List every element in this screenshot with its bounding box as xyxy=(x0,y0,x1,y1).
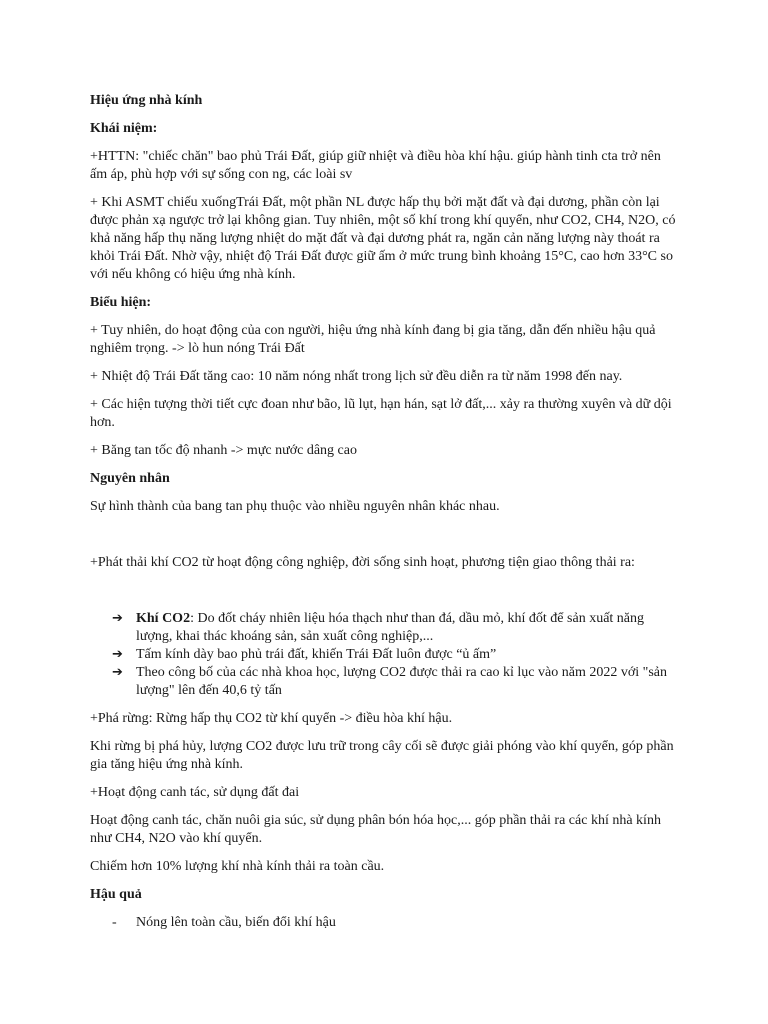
list-item xyxy=(112,914,678,932)
paragraph-signs-1: + Tuy nhiên, do hoạt động của con người, hiệu ứng nhà kính đang bị gia tăng, dẫn đến nhiều hậu quả nghiêm trọng. -> lò hun nóng Trái Đất xyxy=(90,323,656,356)
paragraph-concept-1: +HTTN: "chiếc chăn" bao phủ Trái Đất, giúp giữ nhiệt và điều hòa khí hậu. giúp hành tinh cta trở nên ấm áp, phù hợp với sự sống con ng, các loài sv xyxy=(90,149,661,182)
bullet-text: Tấm kính dày bao phủ trái đất, khiến Trái Đất luôn được “ủ ấm” xyxy=(136,647,497,662)
paragraph-signs-4: + Băng tan tốc độ nhanh -> mực nước dâng cao xyxy=(90,443,357,458)
paragraph-deforestation-detail: Khi rừng bị phá hủy, lượng CO2 được lưu trữ trong cây cối sẽ được giải phóng vào khí quyển, góp phần gia tăng hiệu ứng nhà kính. xyxy=(90,739,674,772)
heading-causes: Nguyên nhân xyxy=(90,471,170,486)
paragraph-signs-3: + Các hiện tượng thời tiết cực đoan như bão, lũ lụt, hạn hán, sạt lở đất,... xảy ra thường xuyên và dữ dội hơn. xyxy=(90,397,672,430)
bullet-text: Theo công bố của các nhà khoa học, lượng CO2 được thải ra cao kỉ lục vào năm 2022 với "sản lượng" lên đến 40,6 tỷ tấn xyxy=(136,665,668,698)
list-item xyxy=(112,610,678,646)
blank-line xyxy=(90,582,678,610)
paragraph-share: Chiếm hơn 10% lượng khí nhà kính thải ra toàn cầu. xyxy=(90,859,385,874)
paragraph-causes-intro: Sự hình thành của bang tan phụ thuộc vào nhiều nguyên nhân khác nhau. xyxy=(90,499,500,514)
list-item xyxy=(112,664,678,700)
blank-line xyxy=(90,526,678,554)
dash-bullet-list xyxy=(90,914,678,932)
paragraph-concept-2: + Khi ASMT chiếu xuốngTrái Đất, một phần NL được hấp thụ bởi mặt đất và đại dương, phần còn lại được phản xạ ngược trở lại không gian. Tuy nhiên, một số khí trong khí quyển, như CO2, CH4, N2O, có khả năng hấp thụ năng lượng nhiệt do mặt đất và đại dương phát ra, ngăn cản năng lượng này thoát ra khỏi Trái Đất. Nhờ vậy, nhiệt độ Trái Đất được giữ ấm ở mức trung bình khoảng 15°C, cao hơn 33°C so với nếu không có hiệu ứng nhà kính. xyxy=(90,195,676,282)
bullet-text: : Do đốt cháy nhiên liệu hóa thạch như than đá, dầu mỏ, khí đốt để sản xuất năng lượng, khai thác khoáng sản, sản xuất công nghiệp,... xyxy=(136,611,645,644)
list-item xyxy=(112,646,678,664)
arrow-bullet-icon: ➔ xyxy=(112,665,123,680)
heading-concept: Khái niệm: xyxy=(90,121,158,136)
document-title: Hiệu ứng nhà kính xyxy=(90,93,203,108)
paragraph-farming-detail: Hoạt động canh tác, chăn nuôi gia súc, sử dụng phân bón hóa học,... góp phần thải ra các khí nhà kính như CH4, N2O vào khí quyển. xyxy=(90,813,661,846)
dash-bullet-icon: - xyxy=(112,915,117,930)
heading-consequences: Hậu quả xyxy=(90,887,142,902)
bullet-text: Nóng lên toàn cầu, biến đổi khí hậu xyxy=(136,915,336,930)
heading-signs: Biểu hiện: xyxy=(90,295,152,310)
paragraph-signs-2: + Nhiệt độ Trái Đất tăng cao: 10 năm nóng nhất trong lịch sử đều diễn ra từ năm 1998 đến nay. xyxy=(90,369,623,384)
paragraph-causes-emission: +Phát thải khí CO2 từ hoạt động công nghiệp, đời sống sinh hoạt, phương tiện giao thông thải ra: xyxy=(90,555,635,570)
arrow-bullet-list xyxy=(90,610,678,700)
arrow-bullet-icon: ➔ xyxy=(112,647,123,662)
bullet-bold-term: Khí CO2 xyxy=(136,611,191,626)
paragraph-farming: +Hoạt động canh tác, sử dụng đất đai xyxy=(90,785,300,800)
arrow-bullet-icon: ➔ xyxy=(112,611,123,626)
paragraph-deforestation: +Phá rừng: Rừng hấp thụ CO2 từ khí quyển -> điều hòa khí hậu. xyxy=(90,711,453,726)
